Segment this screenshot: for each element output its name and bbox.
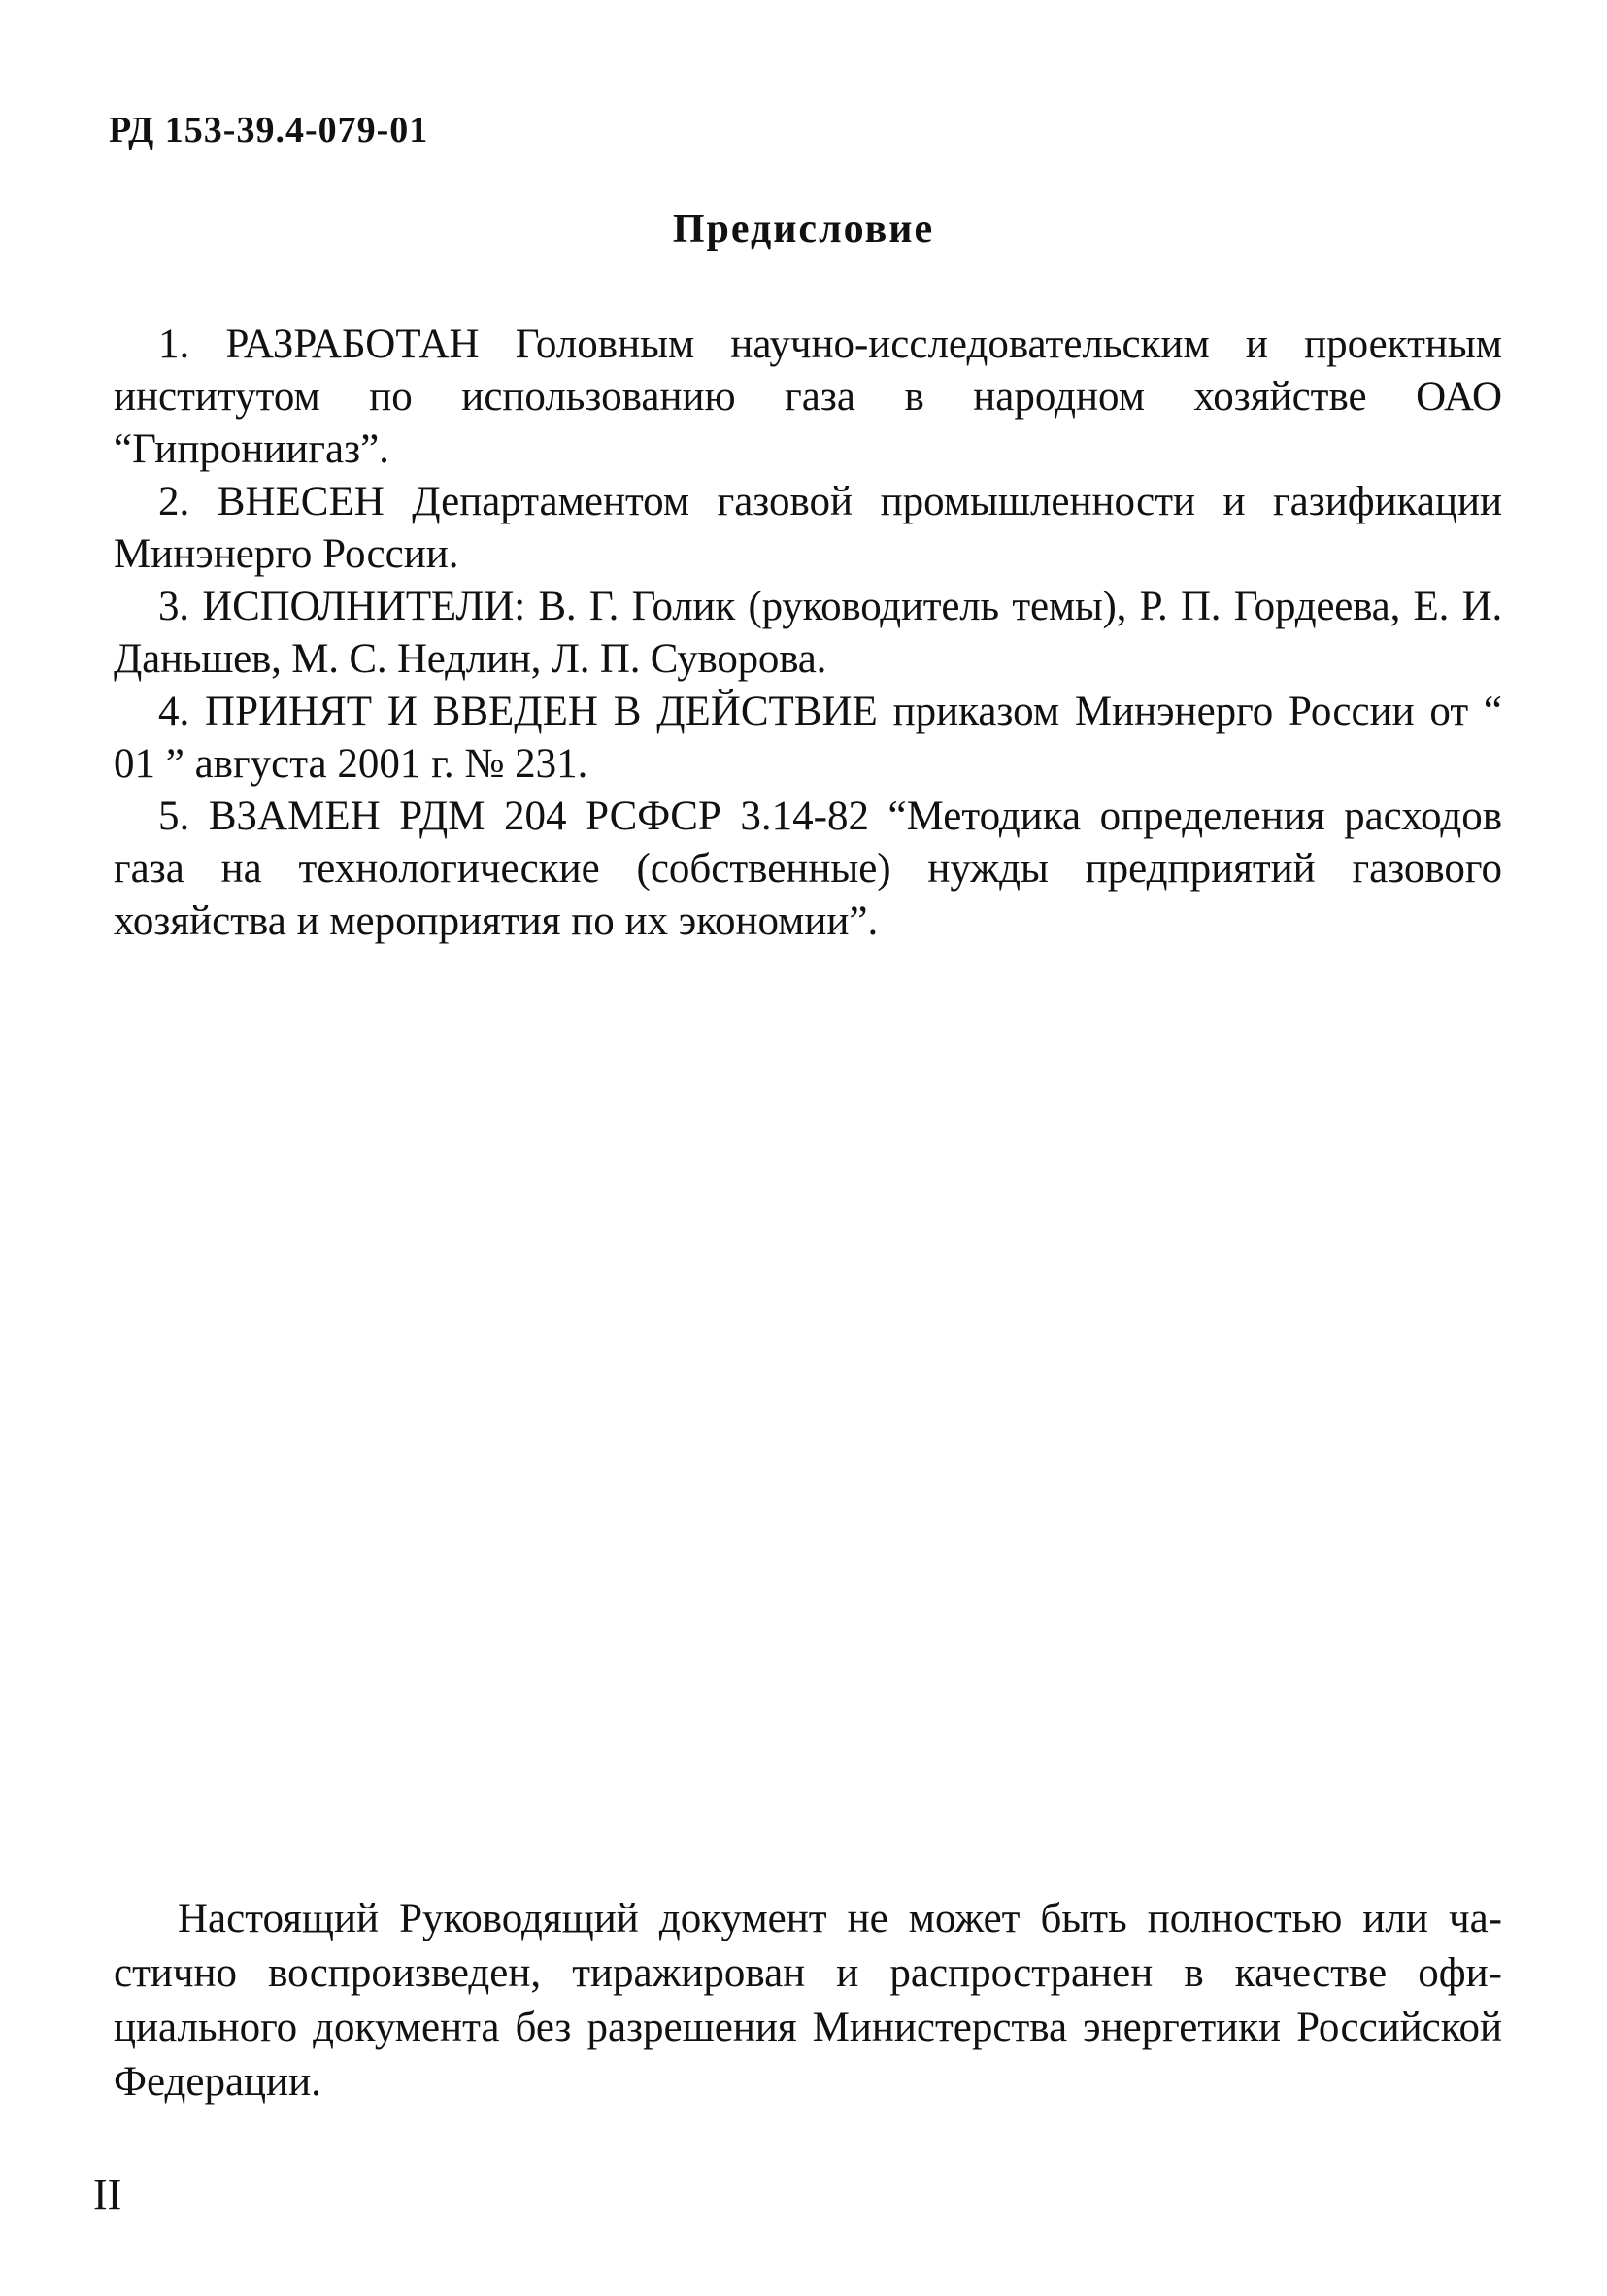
preface-list [114, 319, 1502, 948]
preface-item-developed: 1. РАЗРАБОТАН Головным научно-исследовательским и проектным институтом по использованию газа в народном хозяйстве ОАО “Гипрониигаз”. [114, 321, 1502, 472]
preface-item-replaces: 5. ВЗАМЕН РДМ 204 РСФСР 3.14-82 “Методика определения расходов газа на технологические (собственные) нужды предприятий газового хозяйства и мероприятия по их экономии”. [114, 793, 1502, 944]
copyright-notice: Настоящий Руководящий документ не может быть полностью или частично воспроизведен, тиражирован и распространен в качестве официального документа без разрешения Министерства энергетики Российской Федерации. [114, 1896, 1502, 2105]
page-number: II [93, 2171, 122, 2218]
section-title: Предисловие [672, 207, 935, 252]
preface-item-executors: 3. ИСПОЛНИТЕЛИ: В. Г. Голик (руководитель темы), Р. П. Гордеева, Е. И. Даньшев, М. С. Недлин, Л. П. Суворова. [114, 584, 1502, 682]
document-code: РД 153-39.4-079-01 [109, 110, 429, 151]
preface-item-adopted: 4. ПРИНЯТ И ВВЕДЕН В ДЕЙСТВИЕ приказом Минэнерго России от “ 01 ” августа 2001 г. № 231. [114, 689, 1502, 787]
preface-item-submitted: 2. ВНЕСЕН Департаментом газовой промышленности и газификации Минэнерго России. [114, 479, 1502, 577]
